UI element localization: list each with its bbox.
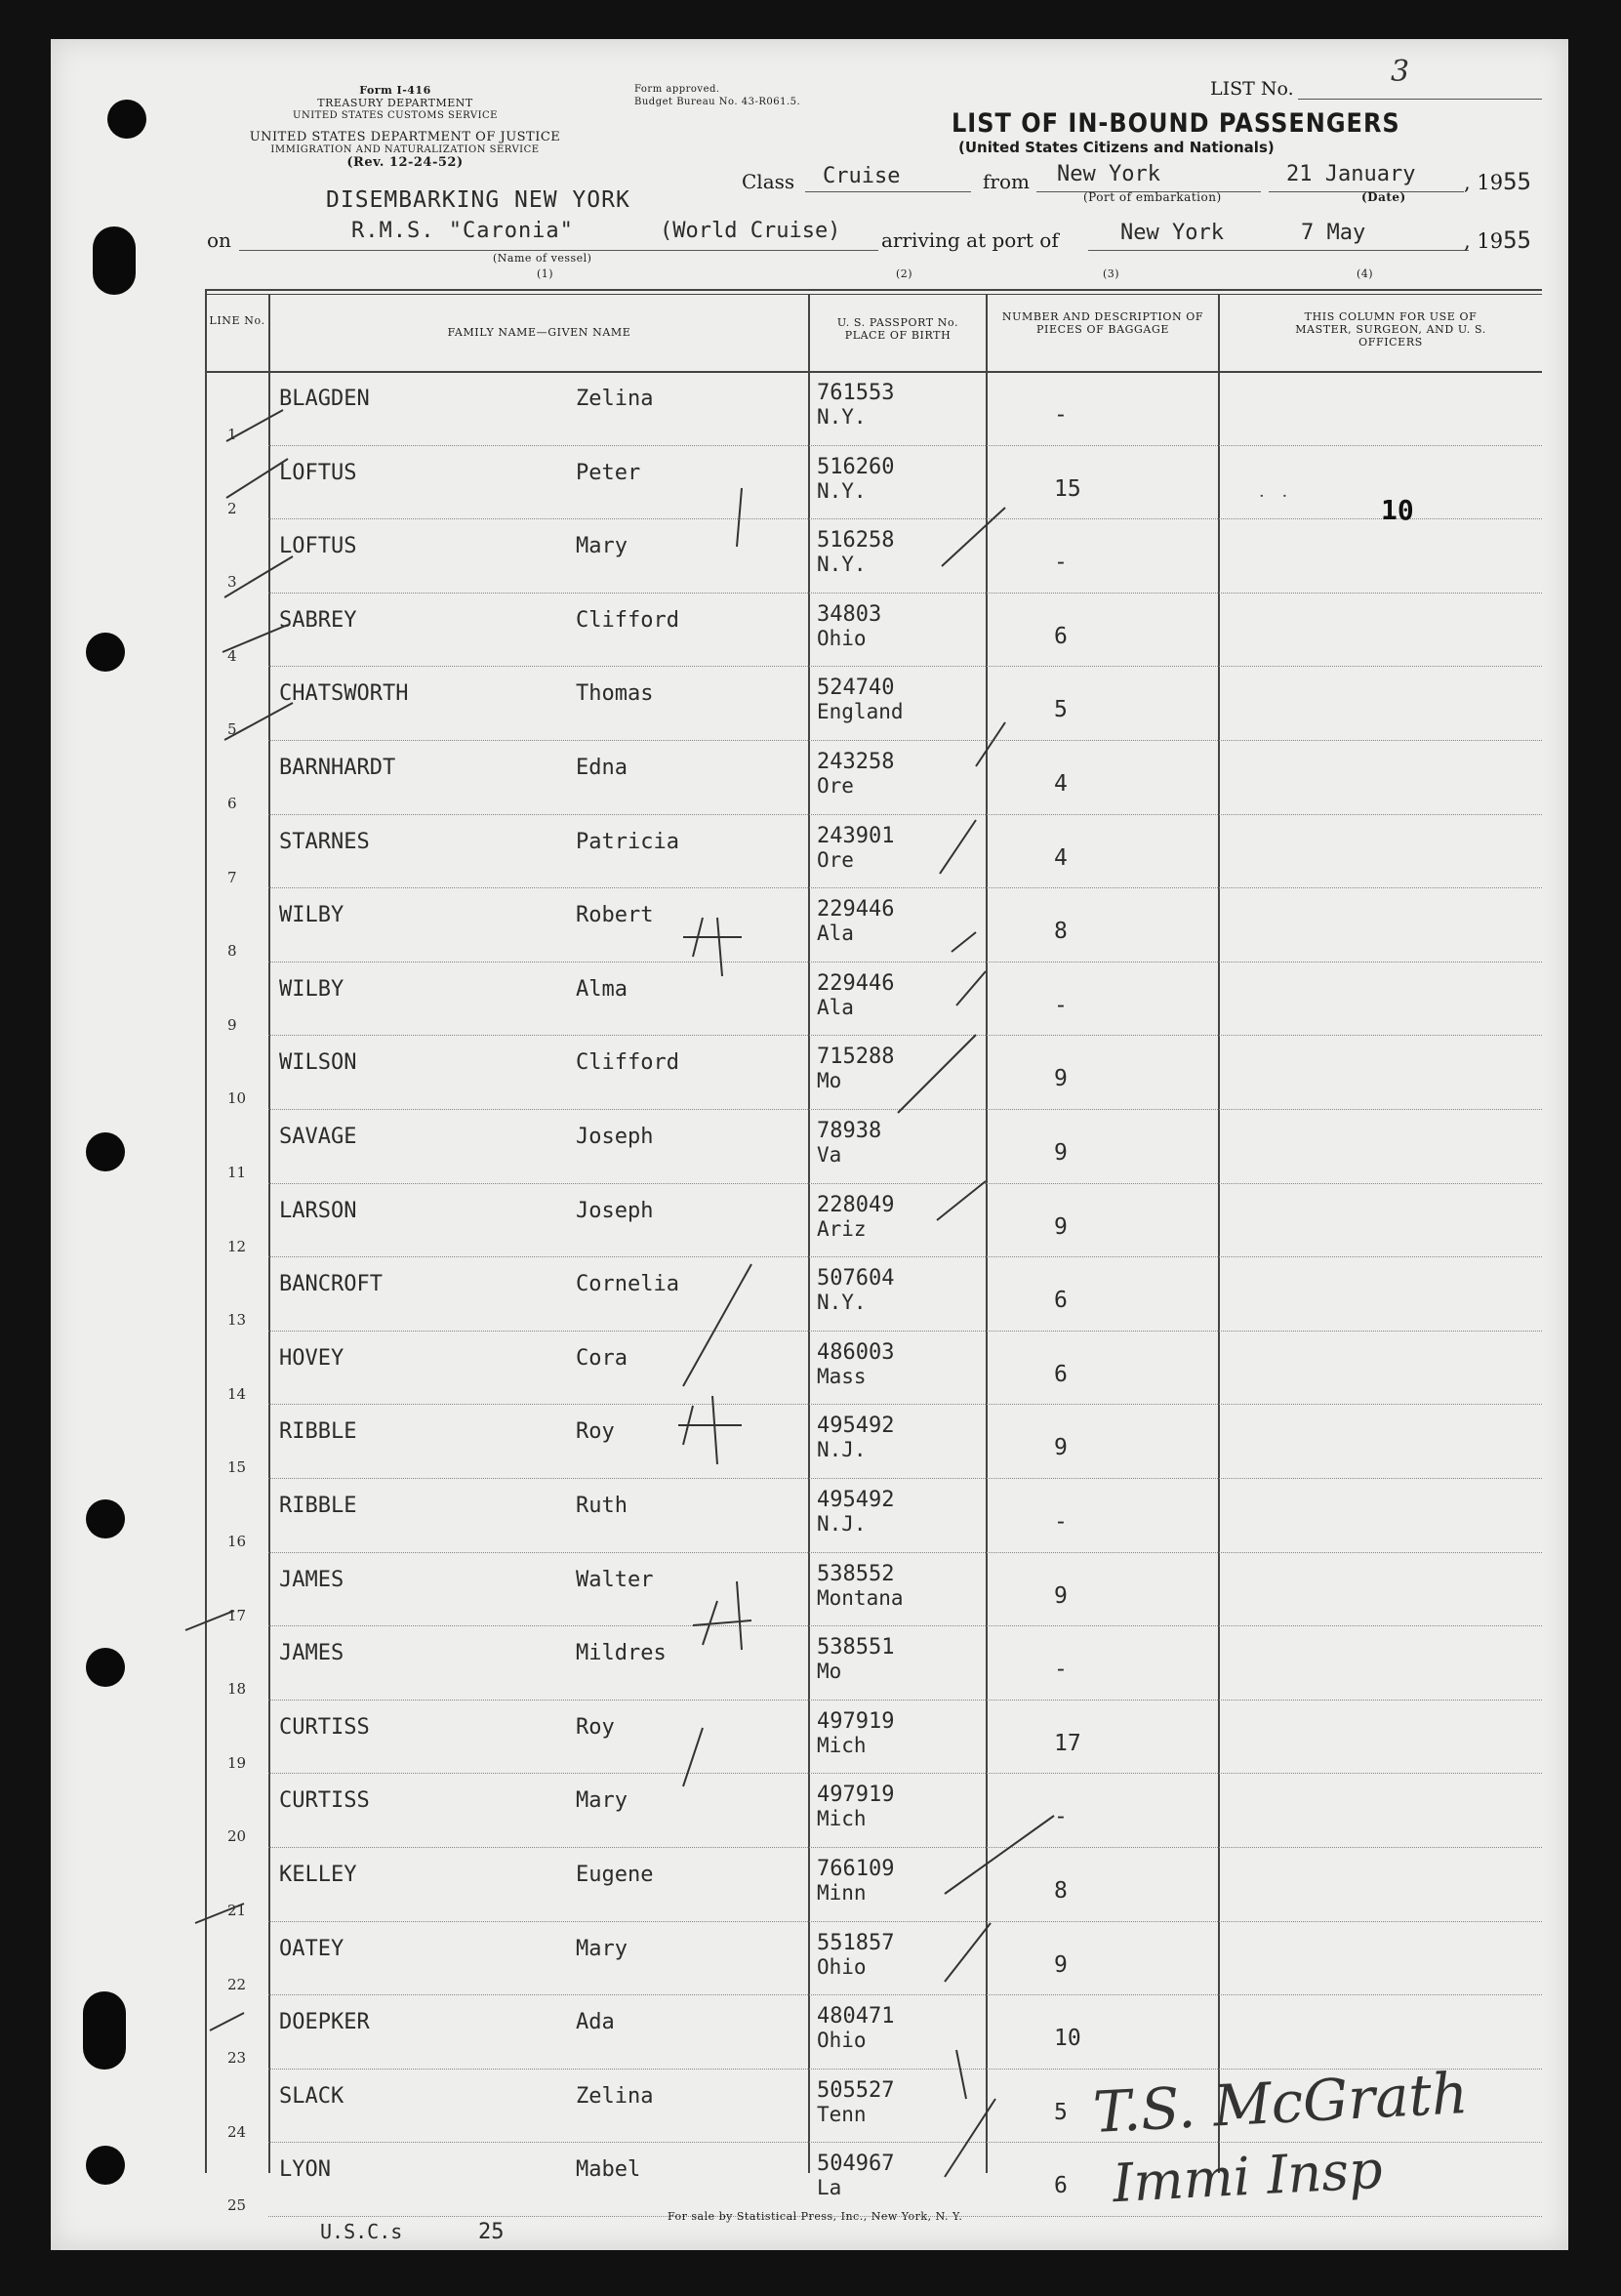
line-number: 4 (227, 646, 237, 665)
given-name: Mary (576, 1788, 628, 1814)
uscs-count: 25 (478, 2220, 505, 2244)
family-name: RIBBLE (279, 1494, 357, 1518)
customs-service: UNITED STATES CUSTOMS SERVICE (293, 110, 498, 121)
family-name: WILBY (279, 976, 344, 1002)
given-name: Robert (576, 903, 654, 928)
place-of-birth: Ohio (817, 2029, 867, 2053)
baggage-count: 9 (1054, 1213, 1068, 1240)
line-number: 24 (227, 2122, 247, 2141)
family-name: CHATSWORTH (279, 681, 409, 707)
family-name: SABREY (279, 607, 357, 633)
given-name: Peter (576, 460, 641, 485)
baggage-count: 6 (1054, 1288, 1068, 1314)
passport-no: 486003 (817, 1339, 895, 1365)
passport-no: 538551 (817, 1635, 895, 1660)
place-of-birth: Mich (817, 1807, 867, 1831)
place-of-birth: Ariz (817, 1216, 867, 1241)
line-number: 12 (227, 1237, 247, 1255)
passport-no: 505527 (817, 2077, 895, 2103)
passport-no: 229446 (817, 897, 895, 922)
given-name: Mary (576, 534, 628, 559)
place-of-birth: Ala (817, 995, 854, 1019)
line-number: 2 (227, 499, 237, 517)
place-of-birth: Ore (817, 774, 854, 798)
baggage-count: 10 (1054, 2026, 1081, 2052)
baggage-count: 8 (1054, 1878, 1068, 1904)
passport-no: 78938 (817, 1119, 882, 1143)
baggage-count: 17 (1054, 1730, 1081, 1756)
given-name: Zelina (576, 2083, 654, 2109)
passport-no: 516260 (817, 454, 895, 479)
ins-service: IMMIGRATION AND NATURALIZATION SERVICE (270, 144, 540, 155)
baggage-count: 9 (1054, 1951, 1068, 1978)
given-name: Walter (576, 1567, 654, 1592)
given-name: Roy (576, 1714, 615, 1740)
place-of-birth: N.Y. (817, 553, 867, 577)
given-name: Clifford (576, 1050, 679, 1076)
family-name: HOVEY (279, 1345, 344, 1371)
place-of-birth: Tenn (817, 2102, 867, 2126)
baggage-count: 15 (1054, 475, 1081, 502)
line-number: 17 (227, 1606, 247, 1624)
family-name: CURTISS (279, 1714, 370, 1740)
baggage-count: 9 (1054, 1140, 1068, 1166)
passport-no: 480471 (817, 2004, 895, 2030)
line-number: 18 (227, 1680, 247, 1699)
line-number: 25 (227, 2196, 247, 2215)
passport-no: 507604 (817, 1266, 895, 1292)
printer-credit: For sale by Statistical Press, Inc., New York, N. Y. (668, 2210, 963, 2223)
given-name: Ruth (576, 1494, 628, 1518)
passport-no: 516258 (817, 528, 895, 554)
place-of-birth: Minn (817, 1881, 867, 1905)
header-name: FAMILY NAME—GIVEN NAME (447, 326, 631, 339)
on-label: on (207, 228, 231, 252)
vessel-name: R.M.S. "Caronia" (351, 219, 574, 243)
family-name: SAVAGE (279, 1125, 357, 1149)
baggage-count: - (1054, 402, 1068, 428)
place-of-birth: La (817, 2176, 842, 2200)
given-name: Zelina (576, 387, 654, 411)
year-prefix-2: , 19 (1464, 229, 1504, 253)
year-prefix: , 19 (1464, 171, 1504, 194)
line-number: 6 (227, 795, 237, 812)
passport-no: 243258 (817, 750, 895, 774)
passport-no: 229446 (817, 970, 895, 996)
passport-no: 524740 (817, 676, 895, 701)
place-of-birth: N.Y. (817, 405, 867, 429)
family-name: LOFTUS (279, 460, 357, 485)
family-name: LARSON (279, 1198, 357, 1223)
line-number: 21 (227, 1902, 247, 1919)
family-name: JAMES (279, 1641, 344, 1666)
form-id: Form I-416 (359, 84, 431, 97)
baggage-count: 6 (1054, 2173, 1068, 2199)
passport-no: 504967 (817, 2152, 895, 2177)
place-of-birth: Montana (817, 1585, 904, 1610)
given-name: Eugene (576, 1863, 654, 1887)
family-name: LOFTUS (279, 534, 357, 559)
line-number: 7 (227, 868, 237, 886)
line-number: 14 (227, 1384, 247, 1403)
passport-no: 497919 (817, 1708, 895, 1734)
baggage-count: 9 (1054, 1435, 1068, 1461)
passport-no: 551857 (817, 1930, 895, 1955)
baggage-count: 5 (1054, 697, 1068, 723)
line-number: 10 (227, 1089, 247, 1108)
family-name: KELLEY (279, 1863, 357, 1887)
place-of-birth: England (817, 700, 904, 724)
family-name: WILSON (279, 1050, 357, 1076)
line-number: 19 (227, 1753, 247, 1772)
passport-no: 766109 (817, 1857, 895, 1881)
family-name: BARNHARDT (279, 756, 396, 780)
family-name: DOEPKER (279, 2010, 370, 2035)
class-label: Class (742, 170, 795, 193)
given-name: Roy (576, 1419, 615, 1445)
class-value: Cruise (823, 164, 901, 188)
arrival-port: New York (1120, 221, 1224, 245)
passport-no: 538552 (817, 1561, 895, 1586)
from-label: from (983, 170, 1030, 193)
baggage-count: 9 (1054, 1582, 1068, 1609)
line-number: 11 (227, 1164, 247, 1181)
given-name: Joseph (576, 1125, 654, 1149)
passport-no: 497919 (817, 1783, 895, 1808)
port-caption: (Port of embarkation) (1083, 190, 1222, 204)
cruise-note: (World Cruise) (660, 219, 841, 243)
line-number: 16 (227, 1533, 247, 1550)
given-name: Joseph (576, 1198, 654, 1223)
form-approved: Form approved. (634, 84, 720, 95)
col-num-3: (3) (1103, 267, 1120, 280)
baggage-count: 5 (1054, 2099, 1068, 2125)
col-num-4: (4) (1357, 267, 1374, 280)
given-name: Cora (576, 1345, 628, 1371)
arrival-year: 55 (1503, 226, 1531, 254)
given-name: Clifford (576, 607, 679, 633)
vessel-caption: (Name of vessel) (493, 252, 592, 265)
departure-year: 55 (1503, 168, 1531, 195)
line-number: 5 (227, 720, 237, 739)
given-name: Edna (576, 756, 628, 780)
family-name: RIBBLE (279, 1419, 357, 1445)
place-of-birth: N.J. (817, 1512, 867, 1536)
baggage-count: - (1054, 1804, 1068, 1830)
given-name: Ada (576, 2010, 615, 2035)
line-number: 20 (227, 1827, 247, 1846)
baggage-count: 8 (1054, 919, 1068, 945)
place-of-birth: N.J. (817, 1438, 867, 1462)
line-number: 3 (227, 573, 237, 592)
place-of-birth: Ore (817, 847, 854, 872)
list-no: 3 (1391, 55, 1410, 89)
date-caption: (Date) (1361, 190, 1406, 204)
passport-no: 34803 (817, 601, 882, 627)
given-name: Mary (576, 1936, 628, 1961)
baggage-count: - (1054, 550, 1068, 576)
line-number: 13 (227, 1311, 247, 1330)
officer-marks: · · (1259, 486, 1294, 507)
line-number: 8 (227, 942, 237, 961)
baggage-count: - (1054, 1657, 1068, 1683)
family-name: OATEY (279, 1936, 344, 1961)
place-of-birth: Va (817, 1143, 842, 1167)
place-of-birth: Mass (817, 1364, 867, 1388)
baggage-count: - (1054, 992, 1068, 1018)
place-of-birth: Ohio (817, 626, 867, 650)
line-number: 22 (227, 1975, 247, 1993)
header-baggage: NUMBER AND DESCRIPTION OF PIECES OF BAGGAGE (1001, 310, 1204, 336)
family-name: WILBY (279, 903, 344, 928)
baggage-count: - (1054, 1509, 1068, 1535)
passport-no: 495492 (817, 1414, 895, 1439)
form-title: LIST OF IN-BOUND PASSENGERS (952, 107, 1400, 139)
line-number: 9 (227, 1015, 237, 1034)
baggage-count: 6 (1054, 1361, 1068, 1387)
given-name: Cornelia (576, 1272, 679, 1297)
given-name: Mabel (576, 2157, 641, 2183)
form-revision: (Rev. 12-24-52) (346, 155, 464, 170)
family-name: JAMES (279, 1567, 344, 1592)
given-name: Mildres (576, 1641, 667, 1666)
passport-no: 495492 (817, 1488, 895, 1512)
place-of-birth: Ala (817, 922, 854, 946)
place-of-birth: Ohio (817, 1954, 867, 1979)
family-name: BLAGDEN (279, 387, 370, 411)
signature-name: T.S. McGrath (1091, 2059, 1470, 2147)
header-line-no: LINE No. (209, 314, 265, 327)
passport-no: 228049 (817, 1192, 895, 1217)
passport-no: 243901 (817, 823, 895, 848)
place-of-birth: Mo (817, 1069, 842, 1093)
place-of-birth: Mich (817, 1733, 867, 1757)
arrival-date: 7 May (1301, 221, 1366, 245)
baggage-count: 6 (1054, 623, 1068, 649)
uscs-label: U.S.C.s (320, 2220, 403, 2243)
baggage-count: 4 (1054, 844, 1068, 871)
budget-bureau: Budget Bureau No. 43-R061.5. (634, 97, 801, 107)
place-of-birth: N.Y. (817, 478, 867, 503)
passport-no: 715288 (817, 1045, 895, 1070)
col-num-2: (2) (896, 267, 913, 280)
family-name: LYON (279, 2157, 331, 2183)
baggage-count: 9 (1054, 1066, 1068, 1092)
justice-dept: UNITED STATES DEPARTMENT OF JUSTICE (249, 130, 561, 144)
given-name: Alma (576, 976, 628, 1002)
family-name: STARNES (279, 829, 370, 854)
col-num-1: (1) (537, 267, 554, 280)
header-officers: THIS COLUMN FOR USE OF MASTER, SURGEON, AND U. S. OFFICERS (1295, 310, 1486, 348)
departure-date: 21 January (1286, 162, 1416, 186)
passport-no: 761553 (817, 381, 895, 405)
signature-title: Immi Insp (1111, 2138, 1385, 2215)
given-name: Patricia (576, 829, 679, 854)
family-name: CURTISS (279, 1788, 370, 1814)
list-no-label: LIST No. (1210, 78, 1294, 100)
header-passport: U. S. PASSPORT No. PLACE OF BIRTH (836, 316, 959, 342)
place-of-birth: N.Y. (817, 1291, 867, 1315)
officer-note: 10 (1381, 494, 1414, 526)
from-port: New York (1057, 162, 1160, 186)
baggage-count: 4 (1054, 771, 1068, 797)
line-number: 23 (227, 2049, 247, 2068)
arriving-label: arriving at port of (881, 228, 1059, 252)
family-name: SLACK (279, 2083, 344, 2109)
given-name: Thomas (576, 681, 654, 707)
form-subtitle: (United States Citizens and Nationals) (958, 139, 1275, 156)
line-number: 1 (227, 426, 237, 443)
line-number: 15 (227, 1458, 247, 1477)
treasury-dept: TREASURY DEPARTMENT (317, 97, 473, 109)
family-name: BANCROFT (279, 1272, 383, 1297)
disembarking-note: DISEMBARKING NEW YORK (326, 187, 630, 213)
place-of-birth: Mo (817, 1660, 842, 1684)
